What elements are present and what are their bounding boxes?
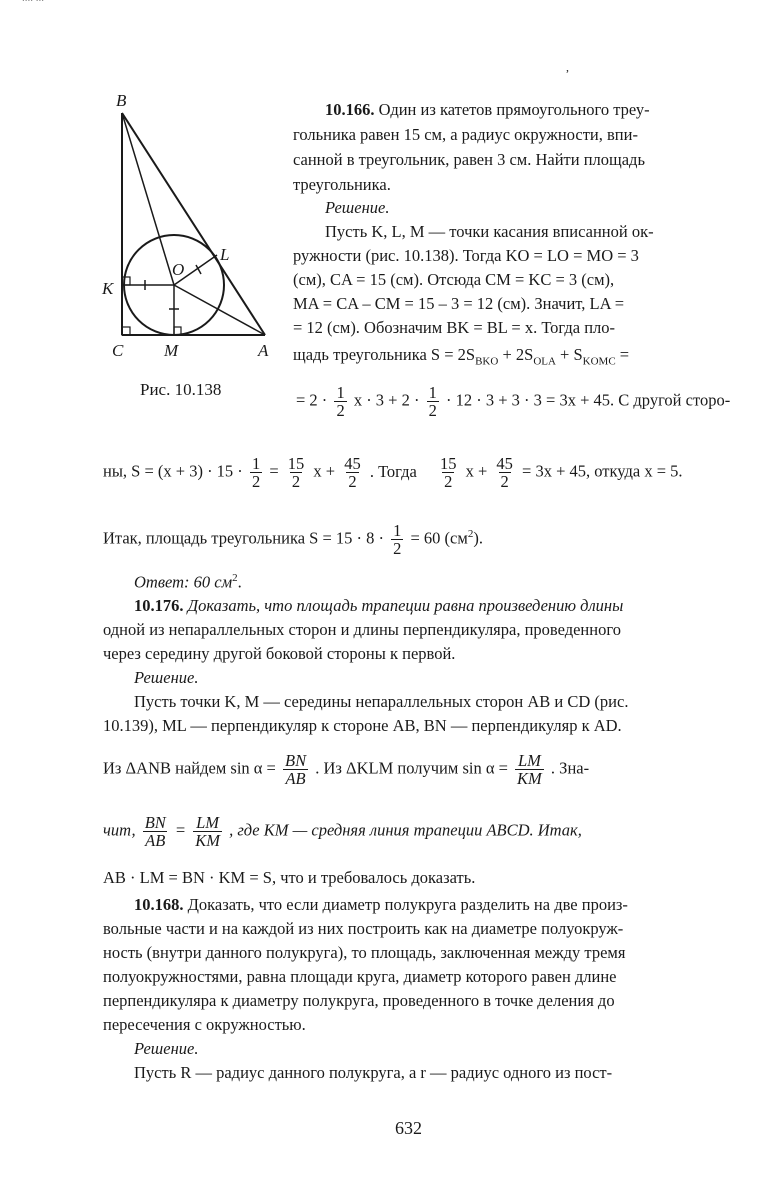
p176-eq-c: . Зна- bbox=[550, 758, 590, 778]
frac-den: 2 bbox=[291, 472, 301, 492]
eq3-square: 2 bbox=[467, 528, 474, 541]
label-m: M bbox=[164, 341, 179, 360]
p166-line-3: санной в треугольник, равен 3 см. Найти площадь bbox=[293, 150, 645, 169]
p176-last: AB · LM = BN · KM = S, что и требовалось доказать. bbox=[103, 868, 476, 887]
p176-title-2: одной из непараллельных сторон и длины перпендикуляра, проведенного bbox=[103, 620, 621, 639]
label-o: O bbox=[172, 260, 185, 279]
p166-sol-2: ружности (рис. 10.138). Тогда KO = LO = MO = 3 bbox=[293, 246, 639, 265]
frac-num: 15 bbox=[439, 454, 457, 473]
answer-square: 2 bbox=[232, 572, 238, 584]
stray-mark: , bbox=[566, 60, 569, 74]
eq1-prefix: = 2 · bbox=[296, 390, 328, 410]
p176-eq2-b: = bbox=[174, 820, 187, 840]
p166-answer bbox=[134, 572, 242, 593]
label-k: K bbox=[102, 279, 114, 298]
p166-solution-label: Решение. bbox=[325, 198, 390, 217]
frac-half-2 bbox=[427, 384, 439, 420]
frac-den: 2 bbox=[428, 401, 437, 421]
eq2-e: x + bbox=[465, 461, 488, 481]
right-angle-c bbox=[122, 327, 130, 335]
frac-den: 2 bbox=[348, 472, 357, 492]
frac-den: KM bbox=[517, 769, 542, 789]
label-c: C bbox=[112, 341, 124, 360]
frac-num: 45 bbox=[496, 454, 513, 473]
frac-num: 1 bbox=[336, 383, 345, 402]
frac-den: AB bbox=[145, 831, 166, 851]
p166-sol-1: Пусть K, L, M — точки касания вписанной ок- bbox=[325, 222, 654, 241]
figure-10-138 bbox=[100, 91, 280, 375]
p176-eq2 bbox=[103, 814, 582, 850]
label-a: A bbox=[258, 341, 269, 360]
eq2-d: . Тогда bbox=[369, 461, 417, 481]
frac-den: KM bbox=[195, 831, 220, 851]
eq2-c: x + bbox=[313, 461, 336, 481]
label-b: B bbox=[116, 91, 127, 110]
p176-eq1 bbox=[103, 752, 589, 788]
area-formula-end: = bbox=[615, 345, 630, 364]
frac-num: 1 bbox=[393, 521, 402, 540]
p166-sol-5: = 12 (см). Обозначим BK = BL = x. Тогда пло- bbox=[293, 318, 616, 337]
frac-lm-km-2 bbox=[193, 814, 222, 850]
p176-title-3: через середину другой боковой стороны к первой. bbox=[103, 644, 456, 663]
sub-bko: BKO bbox=[475, 355, 499, 368]
eq2-b: = bbox=[269, 461, 279, 481]
p168-line-5: перпендикуляра к диаметру полукруга, проведенного в точке деления до bbox=[103, 991, 615, 1010]
figure-caption: Рис. 10.138 bbox=[140, 380, 222, 399]
frac-num: 45 bbox=[344, 454, 361, 473]
p166-eq3 bbox=[103, 522, 483, 558]
frac-half-4 bbox=[391, 522, 403, 558]
p176-title-text: Доказать, что площадь трапеции равна произведению длины bbox=[187, 596, 624, 615]
p166-text-1: Один из катетов прямоугольного треу- bbox=[378, 100, 650, 119]
area-formula-mid: + 2S bbox=[498, 345, 534, 364]
frac-45-2-b bbox=[494, 455, 515, 491]
p176-title-1 bbox=[134, 596, 623, 616]
p166-sol-6 bbox=[293, 345, 629, 367]
p168-solution-label: Решение. bbox=[134, 1039, 199, 1058]
eq2-a: ны, S = (x + 3) · 15 · bbox=[103, 461, 243, 481]
frac-bn-ab bbox=[283, 752, 308, 788]
p168-text-1: Доказать, что если диаметр полукруга разделить на две произ- bbox=[187, 895, 628, 914]
eq2-f: = 3x + 45, откуда x = 5. bbox=[522, 461, 683, 481]
frac-num: BN bbox=[144, 813, 166, 832]
frac-15-2-a bbox=[286, 455, 307, 491]
p176-line-2: 10.139), ML — перпендикуляр к стороне AB, BN — перпендикуляр к AD. bbox=[103, 716, 622, 735]
p166-number: 10.166. bbox=[325, 100, 375, 119]
area-formula-mid2: + S bbox=[555, 345, 583, 364]
frac-den: 2 bbox=[251, 472, 261, 492]
label-l: L bbox=[220, 245, 230, 264]
p168-line-2: вольные части и на каждой из них построить как на диаметре полуокруж- bbox=[103, 919, 624, 938]
eq1-suffix: · 12 · 3 + 3 · 3 = 3x + 45. С другой сторо- bbox=[445, 390, 731, 410]
p168-last: Пусть R — радиус данного полукруга, а r — радиус одного из пост- bbox=[134, 1063, 613, 1082]
p168-line-4: полуокружностями, равна площади круга, диаметр которого равен длине bbox=[103, 967, 617, 986]
frac-half-1 bbox=[334, 384, 346, 420]
p176-eq-a: Из ΔANB найдем sin α = bbox=[103, 758, 276, 778]
eq3-a: Итак, площадь треугольника S = 15 · 8 · bbox=[103, 528, 384, 548]
frac-num: BN bbox=[284, 751, 307, 770]
page-number: 632 bbox=[395, 1118, 422, 1138]
bisector-a bbox=[174, 285, 265, 335]
top-corner-marks bbox=[22, 0, 44, 4]
p166-sol-3: (см), CA = 15 (см). Отсюда CM = KC = 3 (см), bbox=[293, 270, 615, 289]
p166-line-4: треугольника. bbox=[293, 175, 391, 194]
p166-eq2 bbox=[103, 455, 683, 491]
frac-bn-ab-2 bbox=[143, 814, 168, 850]
frac-den: 2 bbox=[500, 472, 509, 492]
frac-lm-km bbox=[515, 752, 544, 788]
frac-num: LM bbox=[517, 751, 541, 770]
frac-15-2-b bbox=[438, 455, 459, 491]
p166-line-1 bbox=[325, 100, 650, 120]
frac-den: 2 bbox=[393, 539, 402, 559]
frac-num: 1 bbox=[251, 454, 261, 473]
p168-line-6: пересечения с окружностью. bbox=[103, 1015, 306, 1034]
p176-eq-b: . Из ΔKLM получим sin α = bbox=[315, 758, 508, 778]
frac-den: 2 bbox=[444, 472, 453, 492]
frac-45-2-a bbox=[342, 455, 363, 491]
sub-ola: OLA bbox=[533, 355, 556, 368]
p176-solution-label: Решение. bbox=[134, 668, 199, 687]
side-ab bbox=[122, 113, 265, 335]
p176-number: 10.176. bbox=[134, 596, 184, 615]
area-formula-start: щадь треугольника S = 2S bbox=[293, 345, 476, 364]
p176-eq2-a: чит, bbox=[103, 820, 136, 840]
frac-num: 1 bbox=[428, 383, 437, 402]
frac-half-3 bbox=[250, 455, 262, 491]
p168-number: 10.168. bbox=[134, 895, 184, 914]
bisector-b bbox=[122, 113, 174, 285]
sub-komc: KOMC bbox=[582, 355, 616, 368]
eq1-mid: x · 3 + 2 · bbox=[353, 390, 420, 410]
p166-eq1 bbox=[296, 384, 730, 420]
answer-tail: . bbox=[237, 572, 242, 592]
triangle-figure bbox=[100, 95, 280, 375]
eq3-c: ). bbox=[473, 528, 483, 548]
frac-num: LM bbox=[196, 813, 220, 832]
answer-text: Ответ: 60 см bbox=[134, 572, 233, 592]
frac-den: 2 bbox=[336, 401, 345, 421]
p176-eq2-c: , где KM — средняя линия трапеции ABCD. Итак, bbox=[229, 820, 582, 840]
p176-line-1: Пусть точки K, M — середины непараллельных сторон AB и CD (рис. bbox=[134, 692, 629, 711]
frac-num: 15 bbox=[287, 454, 305, 473]
p166-line-2: гольника равен 15 см, а радиус окружности, впи- bbox=[293, 125, 638, 144]
frac-den: AB bbox=[285, 769, 306, 789]
p168-line-3: ность (внутри данного полукруга), то площадь, заключенная между тремя bbox=[103, 943, 626, 962]
p166-sol-4: MA = CA – CM = 15 – 3 = 12 (см). Значит, LA = bbox=[293, 294, 625, 313]
p168-line-1 bbox=[134, 895, 628, 915]
eq3-b: = 60 (см bbox=[410, 528, 468, 548]
